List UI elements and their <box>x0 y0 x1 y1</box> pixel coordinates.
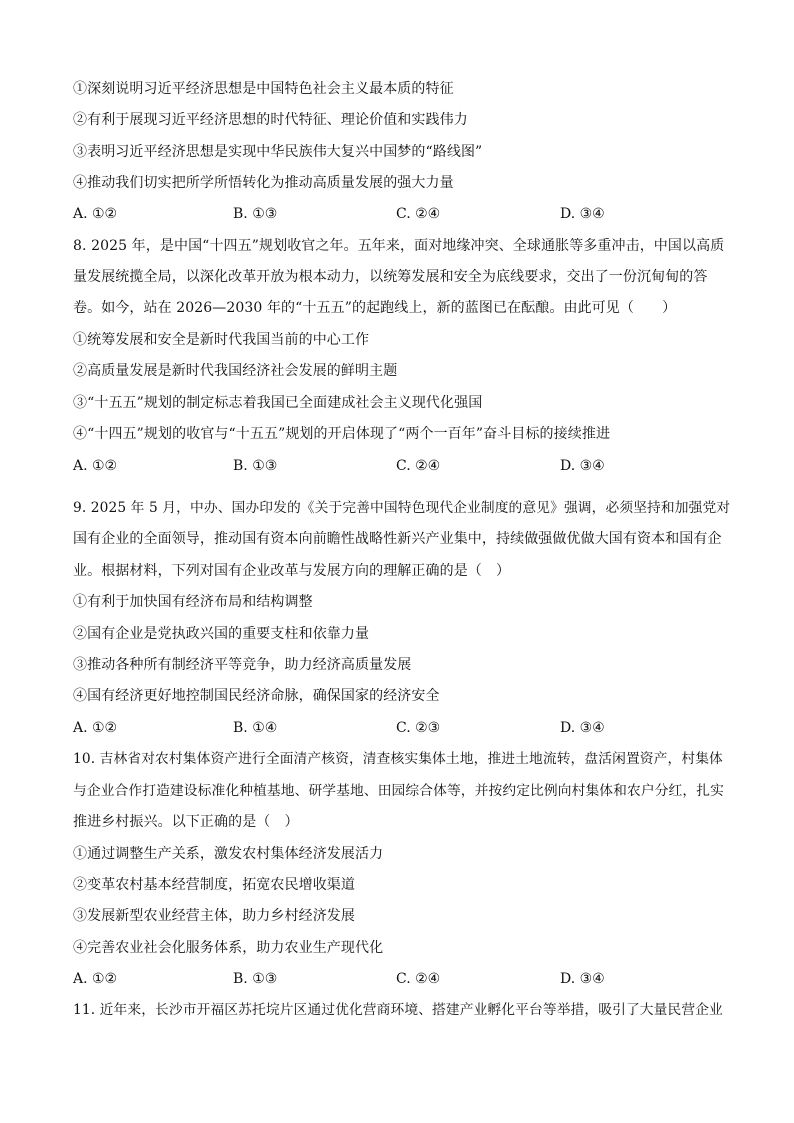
q10-item-4: ④完善农业社会化服务体系，助力农业生产现代化 <box>73 940 384 956</box>
q8-option-d: D. ③④ <box>560 458 605 474</box>
q10-options <box>73 969 733 989</box>
q7-option-b: B. ①③ <box>233 206 278 222</box>
q8-stem-line-1: 8. 2025 年，是中国“十四五”规划收官之年。五年来，面对地缘冲突、全球通胀等多重冲击，中国以高质 <box>73 238 725 254</box>
q7-options <box>73 204 733 224</box>
q8-item-4: ④“十四五”规划的收官与“十五五”规划的开启体现了“两个一百年”奋斗目标的接续推进 <box>73 426 611 442</box>
q7-item-3: ③表明习近平经济思想是实现中华民族伟大复兴中国梦的“路线图” <box>73 144 483 160</box>
q8-stem-line-2: 量发展统揽全局，以深化改革开放为根本动力，以统筹发展和安全为底线要求，交出了一份沉甸甸的答 <box>73 269 708 285</box>
q9-item-2: ②国有企业是党执政兴国的重要支柱和依靠力量 <box>73 626 370 642</box>
q10-stem-line-2: 与企业合作打造建设标准化种植基地、研学基地、田园综合体等，并按约定比例向村集体和农户分红，扎实 <box>73 783 724 799</box>
q7-item-2: ②有利于展现习近平经济思想的时代特征、理论价值和实践伟力 <box>73 112 468 128</box>
q9-stem-line-2: 国有企业的全面领导，推动国有资本向前瞻性战略性新兴产业集中，持续做强做优做大国有资本和国有企 <box>73 531 722 547</box>
q8-item-3: ③“十五五”规划的制定标志着我国已全面建成社会主义现代化强国 <box>73 395 483 411</box>
q10-item-1: ①通过调整生产关系，激发农村集体经济发展活力 <box>73 846 384 862</box>
q7-item-4: ④推动我们切实把所学所悟转化为推动高质量发展的强大力量 <box>73 175 454 191</box>
q8-option-c: C. ②④ <box>396 458 441 474</box>
q9-item-1: ①有利于加快国有经济布局和结构调整 <box>73 594 313 610</box>
q9-stem-line-1: 9. 2025 年 5 月，中办、国办印发的《关于完善中国特色现代企业制度的意见》强调，必须坚持和加强党对 <box>73 500 731 516</box>
q10-option-b: B. ①③ <box>233 971 278 987</box>
q10-option-a: A. ①② <box>73 971 118 987</box>
q9-item-3: ③推动各种所有制经济平等竞争，助力经济高质量发展 <box>73 657 412 673</box>
q10-item-2: ②变革农村基本经营制度，拓宽农民增收渠道 <box>73 877 355 893</box>
q9-options <box>73 718 733 738</box>
q7-option-d: D. ③④ <box>560 206 605 222</box>
q10-stem-line-3: 推进乡村振兴。以下正确的是（ ） <box>73 814 299 830</box>
q7-item-1: ①深刻说明习近平经济思想是中国特色社会主义最本质的特征 <box>73 81 454 97</box>
q10-option-c: C. ②④ <box>396 971 441 987</box>
q7-option-a: A. ①② <box>73 206 118 222</box>
q8-item-2: ②高质量发展是新时代我国经济社会发展的鲜明主题 <box>73 363 398 379</box>
q11-stem-line-1: 11. 近年来，长沙市开福区苏托垸片区通过优化营商环境、搭建产业孵化平台等举措，吸引了大量民营企业 <box>73 1002 723 1018</box>
q10-item-3: ③发展新型农业经营主体，助力乡村经济发展 <box>73 908 355 924</box>
q8-stem-line-3: 卷。如今，站在 2026—2030 年的“十五五”的起跑线上，新的蓝图已在酝酿。由此可见（ ） <box>73 300 677 316</box>
q10-option-d: D. ③④ <box>560 971 605 987</box>
q7-option-c: C. ②④ <box>396 206 441 222</box>
q10-stem-line-1: 10. 吉林省对农村集体资产进行全面清产核资，清查核实集体土地，推进土地流转，盘活闲置资产，村集体 <box>73 751 723 767</box>
q8-item-1: ①统筹发展和安全是新时代我国当前的中心工作 <box>73 332 370 348</box>
q8-option-a: A. ①② <box>73 458 118 474</box>
q8-options <box>73 456 733 476</box>
q9-option-b: B. ①④ <box>233 720 278 736</box>
q9-option-d: D. ③④ <box>560 720 605 736</box>
q9-option-a: A. ①② <box>73 720 118 736</box>
q9-option-c: C. ②③ <box>396 720 441 736</box>
q9-item-4: ④国有经济更好地控制国民经济命脉，确保国家的经济安全 <box>73 688 440 704</box>
q8-option-b: B. ①③ <box>233 458 278 474</box>
q9-stem-line-3: 业。根据材料，下列对国有企业改革与发展方向的理解正确的是（ ） <box>73 563 511 579</box>
